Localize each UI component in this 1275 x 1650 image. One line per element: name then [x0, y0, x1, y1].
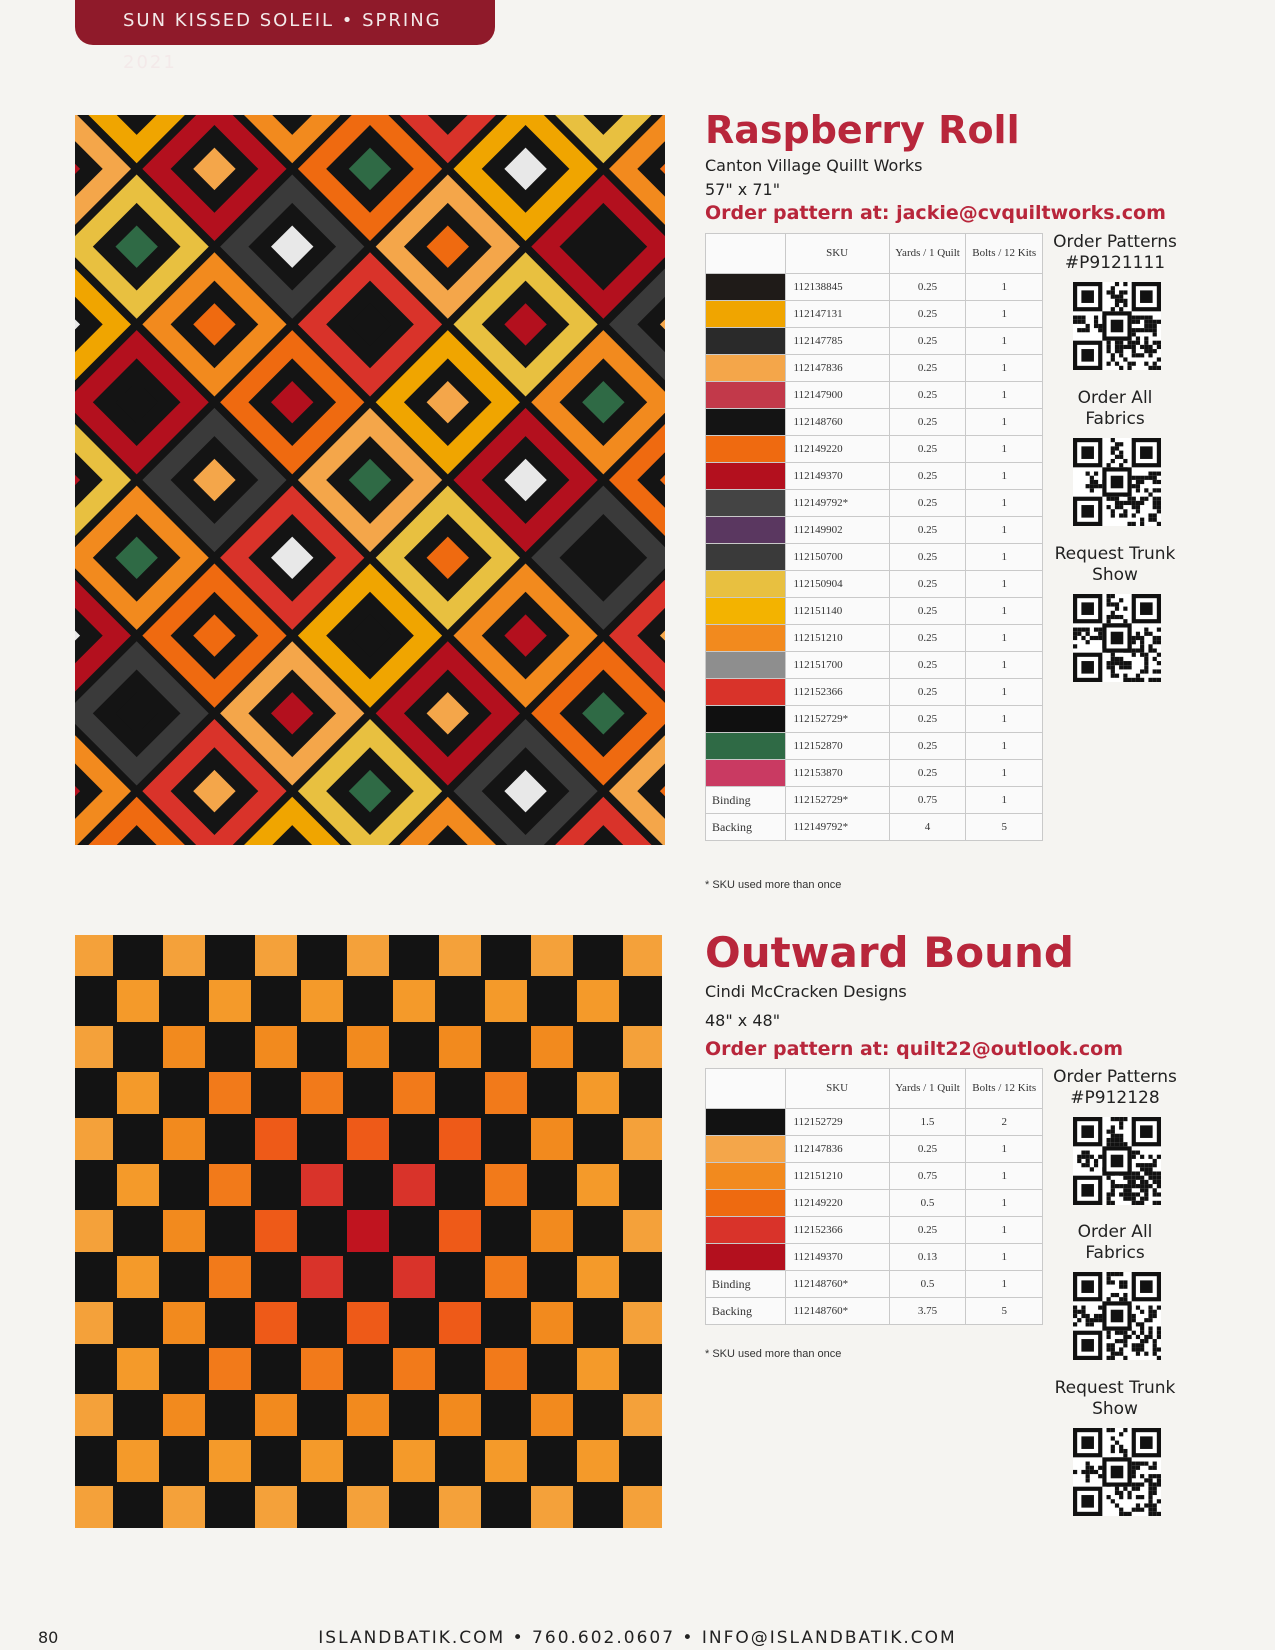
order-all-fabrics-label: Order All Fabrics	[1077, 1222, 1153, 1263]
bolts-cell: 1	[966, 382, 1043, 409]
table-row	[706, 625, 1043, 652]
sku-cell: 112152366	[785, 1217, 889, 1244]
yards-cell: 0.25	[889, 571, 966, 598]
bolts-cell: 1	[966, 1163, 1043, 1190]
table-row	[706, 1271, 1043, 1298]
table-row	[706, 463, 1043, 490]
request-trunk-show-label: Request Trunk Show	[1054, 544, 1176, 585]
quilt-size: 48" x 48"	[705, 1011, 781, 1030]
fabric-table	[705, 233, 1043, 841]
table-row	[706, 1109, 1043, 1136]
table-row	[706, 1136, 1043, 1163]
yards-cell: 0.25	[889, 328, 966, 355]
sku-cell: 112152729*	[785, 787, 889, 814]
table-row	[706, 1298, 1043, 1325]
order-pattern-link[interactable]: Order pattern at: jackie@cvquiltworks.com	[705, 202, 1166, 224]
bolts-cell: 1	[966, 1190, 1043, 1217]
bolts-header: Bolts / 12 Kits	[966, 234, 1043, 274]
bolts-cell: 1	[966, 598, 1043, 625]
sku-cell: 112151140	[785, 598, 889, 625]
order-patterns-label: Order Patterns #P9121111	[1053, 232, 1177, 273]
yards-cell: 0.25	[889, 760, 966, 787]
table-row	[706, 1244, 1043, 1271]
table-row	[706, 328, 1043, 355]
table-row	[706, 490, 1043, 517]
yards-cell: 0.25	[889, 544, 966, 571]
table-row	[706, 1190, 1043, 1217]
fabric-swatch	[706, 706, 786, 733]
swatch-header	[706, 1069, 786, 1109]
bolts-cell: 1	[966, 625, 1043, 652]
order-patterns-qr-icon[interactable]	[1073, 282, 1161, 370]
bolts-cell: 1	[966, 571, 1043, 598]
bolts-cell: 1	[966, 1271, 1043, 1298]
yards-cell: 0.75	[889, 1163, 966, 1190]
yards-cell: 0.13	[889, 1244, 966, 1271]
bolts-cell: 1	[966, 328, 1043, 355]
yards-cell: 0.25	[889, 706, 966, 733]
sku-cell: 112147131	[785, 301, 889, 328]
yards-cell: 0.25	[889, 598, 966, 625]
yards-cell: 0.25	[889, 382, 966, 409]
table-row	[706, 409, 1043, 436]
fabric-swatch	[706, 1190, 786, 1217]
bolts-cell: 2	[966, 1109, 1043, 1136]
table-row	[706, 1217, 1043, 1244]
fabric-swatch	[706, 274, 786, 301]
yards-cell: 0.25	[889, 517, 966, 544]
yards-cell: 0.25	[889, 1136, 966, 1163]
bolts-cell: 1	[966, 301, 1043, 328]
sku-header: SKU	[785, 234, 889, 274]
yards-header: Yards / 1 Quilt	[889, 1069, 966, 1109]
raspberry-roll-quilt-image	[75, 115, 665, 845]
fabric-swatch	[706, 328, 786, 355]
sku-cell: 112138845	[785, 274, 889, 301]
table-row	[706, 760, 1043, 787]
sku-cell: 112148760	[785, 409, 889, 436]
fabric-swatch	[706, 1109, 786, 1136]
fabric-swatch	[706, 355, 786, 382]
sku-cell: 112150904	[785, 571, 889, 598]
table-row	[706, 436, 1043, 463]
bolts-cell: 1	[966, 679, 1043, 706]
yards-cell: 0.5	[889, 1190, 966, 1217]
fabric-swatch	[706, 1163, 786, 1190]
sku-cell: 112149902	[785, 517, 889, 544]
yards-cell: 1.5	[889, 1109, 966, 1136]
order-all-fabrics-qr-icon[interactable]	[1073, 438, 1161, 526]
yards-cell: 0.75	[889, 787, 966, 814]
sku-cell: 112147836	[785, 355, 889, 382]
table-row	[706, 544, 1043, 571]
bolts-cell: 1	[966, 787, 1043, 814]
sku-cell: 112149220	[785, 436, 889, 463]
yards-cell: 0.25	[889, 436, 966, 463]
order-pattern-link[interactable]: Order pattern at: quilt22@outlook.com	[705, 1038, 1124, 1060]
sku-cell: 112151210	[785, 1163, 889, 1190]
yards-cell: 0.25	[889, 274, 966, 301]
bolts-cell: 1	[966, 463, 1043, 490]
bolts-cell: 1	[966, 760, 1043, 787]
bolts-cell: 1	[966, 409, 1043, 436]
yards-cell: 0.25	[889, 1217, 966, 1244]
fabric-swatch	[706, 625, 786, 652]
sku-cell: 112151700	[785, 652, 889, 679]
sku-cell: 112149370	[785, 1244, 889, 1271]
sku-cell: 112149792*	[785, 814, 889, 841]
yards-cell: 0.25	[889, 625, 966, 652]
sku-cell: 112148760*	[785, 1298, 889, 1325]
table-row	[706, 679, 1043, 706]
sku-cell: 112150700	[785, 544, 889, 571]
yards-cell: 0.25	[889, 490, 966, 517]
sku-cell: 112152729	[785, 1109, 889, 1136]
bolts-cell: 1	[966, 436, 1043, 463]
fabric-table	[705, 1068, 1043, 1325]
fabric-swatch	[706, 382, 786, 409]
row-label: Binding	[706, 1271, 786, 1298]
table-row	[706, 571, 1043, 598]
table-row	[706, 382, 1043, 409]
table-row	[706, 652, 1043, 679]
sku-note: * SKU used more than once	[705, 879, 842, 891]
sku-cell: 112147785	[785, 328, 889, 355]
table-row	[706, 814, 1043, 841]
fabric-swatch	[706, 571, 786, 598]
fabric-swatch	[706, 598, 786, 625]
yards-cell: 0.25	[889, 733, 966, 760]
sku-cell: 112149370	[785, 463, 889, 490]
bolts-cell: 1	[966, 544, 1043, 571]
bolts-cell: 5	[966, 1298, 1043, 1325]
quilt-designer: Canton Village Quillt Works	[705, 156, 923, 175]
fabric-swatch	[706, 760, 786, 787]
request-trunk-show-qr-icon[interactable]	[1073, 594, 1161, 682]
fabric-swatch	[706, 1136, 786, 1163]
fabric-swatch	[706, 436, 786, 463]
sku-cell: 112147836	[785, 1136, 889, 1163]
order-patterns-label: Order Patterns #P912128	[1053, 1067, 1177, 1108]
order-all-fabrics-label: Order All Fabrics	[1077, 388, 1153, 429]
table-row	[706, 274, 1043, 301]
fabric-swatch	[706, 544, 786, 571]
sku-cell: 112152870	[785, 733, 889, 760]
table-row	[706, 706, 1043, 733]
sku-cell: 112149792*	[785, 490, 889, 517]
table-row	[706, 598, 1043, 625]
table-row	[706, 355, 1043, 382]
order-all-fabrics-qr-icon[interactable]	[1073, 1272, 1161, 1360]
fabric-swatch	[706, 652, 786, 679]
sku-note: * SKU used more than once	[705, 1348, 842, 1360]
sku-cell: 112152366	[785, 679, 889, 706]
quilt-designer: Cindi McCracken Designs	[705, 982, 907, 1001]
row-label: Backing	[706, 1298, 786, 1325]
bolts-cell: 1	[966, 1217, 1043, 1244]
swatch-header	[706, 234, 786, 274]
request-trunk-show-label: Request Trunk Show	[1054, 1378, 1176, 1419]
yards-cell: 0.25	[889, 301, 966, 328]
bolts-cell: 1	[966, 274, 1043, 301]
yards-cell: 0.25	[889, 463, 966, 490]
sku-cell: 112152729*	[785, 706, 889, 733]
request-trunk-show-qr-icon[interactable]	[1073, 1428, 1161, 1516]
table-row	[706, 733, 1043, 760]
sku-cell: 112151210	[785, 625, 889, 652]
bolts-cell: 1	[966, 1244, 1043, 1271]
fabric-swatch	[706, 463, 786, 490]
bolts-cell: 1	[966, 517, 1043, 544]
footer-contact: ISLANDBATIK.COM • 760.602.0607 • INFO@ISLANDBATIK.COM	[318, 1628, 957, 1648]
fabric-swatch	[706, 301, 786, 328]
quilt-title-raspberry-roll: Raspberry Roll	[705, 108, 1020, 152]
table-row	[706, 787, 1043, 814]
row-label: Backing	[706, 814, 786, 841]
yards-cell: 0.5	[889, 1271, 966, 1298]
order-patterns-qr-icon[interactable]	[1073, 1117, 1161, 1205]
fabric-swatch	[706, 733, 786, 760]
fabric-swatch	[706, 1217, 786, 1244]
sku-cell: 112148760*	[785, 1271, 889, 1298]
sku-cell: 112147900	[785, 382, 889, 409]
bolts-cell: 1	[966, 1136, 1043, 1163]
fabric-swatch	[706, 679, 786, 706]
bolts-cell: 5	[966, 814, 1043, 841]
fabric-swatch	[706, 517, 786, 544]
yards-cell: 0.25	[889, 409, 966, 436]
row-label: Binding	[706, 787, 786, 814]
table-row	[706, 1163, 1043, 1190]
bolts-header: Bolts / 12 Kits	[966, 1069, 1043, 1109]
yards-cell: 0.25	[889, 652, 966, 679]
table-row	[706, 301, 1043, 328]
yards-cell: 0.25	[889, 679, 966, 706]
yards-cell: 3.75	[889, 1298, 966, 1325]
yards-cell: 4	[889, 814, 966, 841]
header-tab: SUN KISSED SOLEIL • SPRING 2021	[75, 0, 495, 45]
quilt-size: 57" x 71"	[705, 180, 781, 199]
page-number: 80	[38, 1628, 59, 1647]
fabric-swatch	[706, 1244, 786, 1271]
fabric-swatch	[706, 490, 786, 517]
outward-bound-quilt-image	[75, 935, 662, 1528]
sku-cell: 112153870	[785, 760, 889, 787]
bolts-cell: 1	[966, 652, 1043, 679]
bolts-cell: 1	[966, 355, 1043, 382]
yards-cell: 0.25	[889, 355, 966, 382]
sku-header: SKU	[785, 1069, 889, 1109]
bolts-cell: 1	[966, 490, 1043, 517]
quilt-title-outward-bound: Outward Bound	[705, 928, 1074, 977]
bolts-cell: 1	[966, 733, 1043, 760]
yards-header: Yards / 1 Quilt	[889, 234, 966, 274]
sku-cell: 112149220	[785, 1190, 889, 1217]
fabric-swatch	[706, 409, 786, 436]
table-row	[706, 517, 1043, 544]
bolts-cell: 1	[966, 706, 1043, 733]
